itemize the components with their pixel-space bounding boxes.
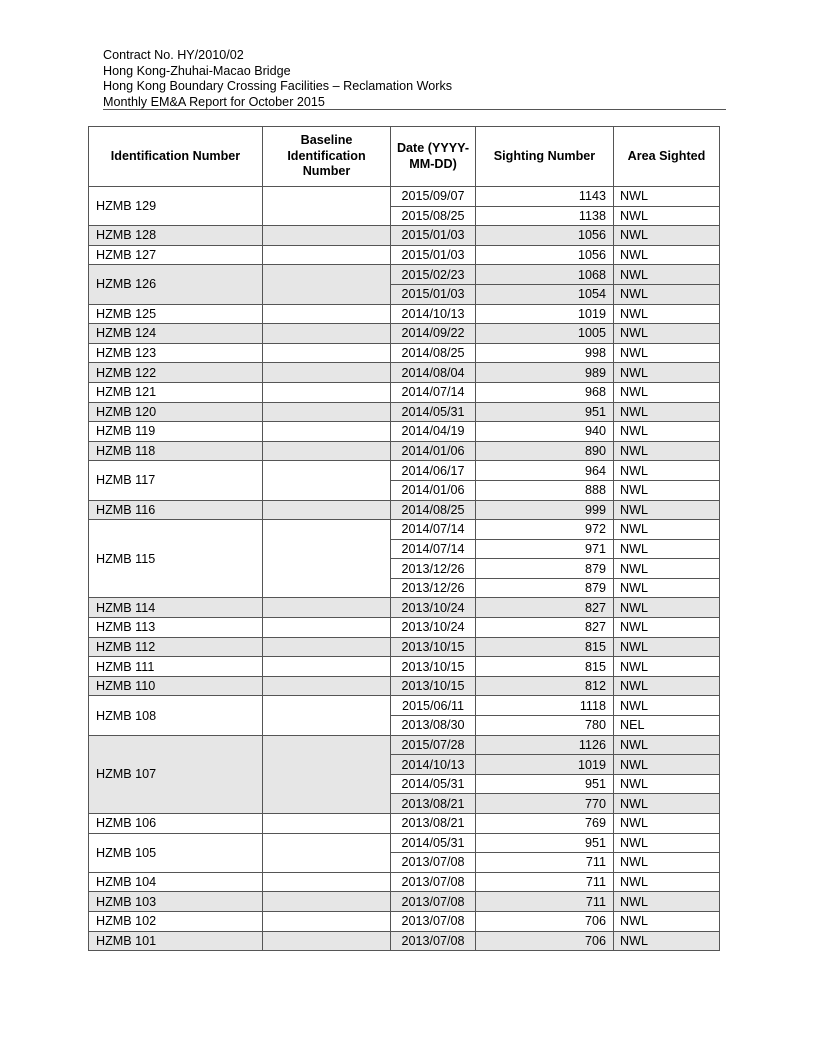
baseline-identification-cell xyxy=(263,402,391,422)
date-cell: 2013/07/08 xyxy=(391,931,476,951)
baseline-identification-cell xyxy=(263,696,391,735)
date-cell: 2013/08/30 xyxy=(391,716,476,736)
sighting-number-cell: 1054 xyxy=(476,284,614,304)
baseline-identification-cell xyxy=(263,343,391,363)
table-row xyxy=(89,598,720,618)
identification-number-cell: HZMB 118 xyxy=(89,441,263,461)
date-cell: 2014/10/13 xyxy=(391,755,476,775)
area-sighted-cell: NWL xyxy=(614,343,720,363)
identification-number-cell: HZMB 106 xyxy=(89,814,263,834)
table-row xyxy=(89,657,720,677)
sighting-number-cell: 1126 xyxy=(476,735,614,755)
table-row xyxy=(89,931,720,951)
area-sighted-cell: NWL xyxy=(614,657,720,677)
table-row xyxy=(89,911,720,931)
date-cell: 2014/01/06 xyxy=(391,441,476,461)
identification-number-cell: HZMB 102 xyxy=(89,911,263,931)
identification-number-cell: HZMB 103 xyxy=(89,892,263,912)
sighting-number-cell: 1019 xyxy=(476,755,614,775)
baseline-identification-cell xyxy=(263,324,391,344)
area-sighted-cell: NWL xyxy=(614,187,720,207)
identification-number-cell: HZMB 104 xyxy=(89,872,263,892)
column-header-area-sighted: Area Sighted xyxy=(614,127,720,187)
date-cell: 2013/10/24 xyxy=(391,618,476,638)
baseline-identification-cell xyxy=(263,618,391,638)
baseline-identification-cell xyxy=(263,676,391,696)
area-sighted-cell: NWL xyxy=(614,382,720,402)
baseline-identification-cell xyxy=(263,657,391,677)
sighting-number-cell: 780 xyxy=(476,716,614,736)
area-sighted-cell: NWL xyxy=(614,833,720,853)
area-sighted-cell: NWL xyxy=(614,422,720,442)
date-cell: 2014/05/31 xyxy=(391,833,476,853)
table-row xyxy=(89,441,720,461)
sighting-number-cell: 999 xyxy=(476,500,614,520)
area-sighted-cell: NWL xyxy=(614,676,720,696)
page-header xyxy=(103,48,725,110)
sighting-number-cell: 815 xyxy=(476,657,614,677)
area-sighted-cell: NWL xyxy=(614,774,720,794)
header-row xyxy=(89,127,720,187)
area-sighted-cell: NWL xyxy=(614,245,720,265)
column-header-baseline-identification-number: Baseline Identification Number xyxy=(263,127,391,187)
baseline-identification-cell xyxy=(263,598,391,618)
baseline-identification-cell xyxy=(263,382,391,402)
date-cell: 2015/07/28 xyxy=(391,735,476,755)
table-row xyxy=(89,324,720,344)
date-cell: 2014/05/31 xyxy=(391,402,476,422)
identification-number-cell: HZMB 128 xyxy=(89,226,263,246)
table-row xyxy=(89,833,720,853)
baseline-identification-cell xyxy=(263,441,391,461)
date-cell: 2014/08/25 xyxy=(391,500,476,520)
table-row xyxy=(89,422,720,442)
date-cell: 2013/10/15 xyxy=(391,657,476,677)
baseline-identification-cell xyxy=(263,833,391,872)
sighting-number-cell: 1118 xyxy=(476,696,614,716)
table-body xyxy=(89,187,720,951)
table-row xyxy=(89,872,720,892)
identification-number-cell: HZMB 121 xyxy=(89,382,263,402)
table-row xyxy=(89,696,720,716)
sighting-number-cell: 1056 xyxy=(476,245,614,265)
area-sighted-cell: NWL xyxy=(614,206,720,226)
identification-number-cell: HZMB 125 xyxy=(89,304,263,324)
area-sighted-cell: NWL xyxy=(614,284,720,304)
area-sighted-cell: NWL xyxy=(614,696,720,716)
date-cell: 2015/01/03 xyxy=(391,284,476,304)
identification-number-cell: HZMB 113 xyxy=(89,618,263,638)
header-project-line: Hong Kong-Zhuhai-Macao Bridge xyxy=(103,63,291,78)
sighting-number-cell: 951 xyxy=(476,402,614,422)
area-sighted-cell: NWL xyxy=(614,735,720,755)
area-sighted-cell: NWL xyxy=(614,892,720,912)
area-sighted-cell: NWL xyxy=(614,363,720,383)
table-row xyxy=(89,187,720,207)
baseline-identification-cell xyxy=(263,422,391,442)
date-cell: 2015/02/23 xyxy=(391,265,476,285)
baseline-identification-cell xyxy=(263,245,391,265)
sighting-number-cell: 940 xyxy=(476,422,614,442)
identification-number-cell: HZMB 111 xyxy=(89,657,263,677)
identification-number-cell: HZMB 129 xyxy=(89,187,263,226)
date-cell: 2015/09/07 xyxy=(391,187,476,207)
table-row xyxy=(89,520,720,540)
sighting-number-cell: 964 xyxy=(476,461,614,481)
baseline-identification-cell xyxy=(263,500,391,520)
baseline-identification-cell xyxy=(263,187,391,226)
sighting-number-cell: 951 xyxy=(476,774,614,794)
table-row xyxy=(89,637,720,657)
date-cell: 2013/07/08 xyxy=(391,892,476,912)
date-cell: 2013/12/26 xyxy=(391,578,476,598)
baseline-identification-cell xyxy=(263,872,391,892)
area-sighted-cell: NWL xyxy=(614,872,720,892)
baseline-identification-cell xyxy=(263,892,391,912)
date-cell: 2014/10/13 xyxy=(391,304,476,324)
header-works-line: Hong Kong Boundary Crossing Facilities – Reclamation Works xyxy=(103,79,453,94)
header-contract-line: Contract No. HY/2010/02 xyxy=(103,48,244,62)
area-sighted-cell: NWL xyxy=(614,559,720,579)
date-cell: 2013/07/08 xyxy=(391,872,476,892)
table-row xyxy=(89,500,720,520)
date-cell: 2014/07/14 xyxy=(391,539,476,559)
area-sighted-cell: NWL xyxy=(614,520,720,540)
area-sighted-cell: NWL xyxy=(614,226,720,246)
sighting-number-cell: 879 xyxy=(476,559,614,579)
date-cell: 2013/12/26 xyxy=(391,559,476,579)
sighting-number-cell: 711 xyxy=(476,853,614,873)
table-row xyxy=(89,343,720,363)
date-cell: 2014/07/14 xyxy=(391,382,476,402)
date-cell: 2014/01/06 xyxy=(391,480,476,500)
table-row xyxy=(89,382,720,402)
identification-number-cell: HZMB 112 xyxy=(89,637,263,657)
sighting-number-cell: 1138 xyxy=(476,206,614,226)
identification-number-cell: HZMB 126 xyxy=(89,265,263,304)
sighting-number-cell: 888 xyxy=(476,480,614,500)
header-report-line: Monthly EM&A Report for October 2015 xyxy=(103,94,325,109)
baseline-identification-cell xyxy=(263,363,391,383)
area-sighted-cell: NWL xyxy=(614,480,720,500)
date-cell: 2014/04/19 xyxy=(391,422,476,442)
sighting-number-cell: 711 xyxy=(476,872,614,892)
identification-number-cell: HZMB 114 xyxy=(89,598,263,618)
area-sighted-cell: NWL xyxy=(614,265,720,285)
date-cell: 2014/08/04 xyxy=(391,363,476,383)
sighting-number-cell: 711 xyxy=(476,892,614,912)
area-sighted-cell: NEL xyxy=(614,716,720,736)
table-row xyxy=(89,735,720,755)
baseline-identification-cell xyxy=(263,265,391,304)
sighting-number-cell: 972 xyxy=(476,520,614,540)
table-row xyxy=(89,814,720,834)
sighting-number-cell: 812 xyxy=(476,676,614,696)
identification-number-cell: HZMB 122 xyxy=(89,363,263,383)
date-cell: 2014/05/31 xyxy=(391,774,476,794)
area-sighted-cell: NWL xyxy=(614,441,720,461)
date-cell: 2014/06/17 xyxy=(391,461,476,481)
table-row xyxy=(89,461,720,481)
date-cell: 2014/09/22 xyxy=(391,324,476,344)
baseline-identification-cell xyxy=(263,814,391,834)
area-sighted-cell: NWL xyxy=(614,755,720,775)
sighting-number-cell: 1143 xyxy=(476,187,614,207)
sighting-number-cell: 770 xyxy=(476,794,614,814)
identification-number-cell: HZMB 123 xyxy=(89,343,263,363)
sighting-number-cell: 968 xyxy=(476,382,614,402)
sighting-number-cell: 1056 xyxy=(476,226,614,246)
identification-number-cell: HZMB 108 xyxy=(89,696,263,735)
sighting-number-cell: 890 xyxy=(476,441,614,461)
date-cell: 2014/08/25 xyxy=(391,343,476,363)
sighting-records-table xyxy=(88,126,720,951)
table-row xyxy=(89,892,720,912)
sighting-number-cell: 815 xyxy=(476,637,614,657)
sighting-number-cell: 827 xyxy=(476,618,614,638)
date-cell: 2015/08/25 xyxy=(391,206,476,226)
baseline-identification-cell xyxy=(263,461,391,500)
baseline-identification-cell xyxy=(263,304,391,324)
baseline-identification-cell xyxy=(263,520,391,598)
sighting-number-cell: 989 xyxy=(476,363,614,383)
identification-number-cell: HZMB 115 xyxy=(89,520,263,598)
column-header-identification-number: Identification Number xyxy=(89,127,263,187)
date-cell: 2013/10/15 xyxy=(391,637,476,657)
sighting-number-cell: 769 xyxy=(476,814,614,834)
sighting-number-cell: 879 xyxy=(476,578,614,598)
table-row xyxy=(89,676,720,696)
table-row xyxy=(89,402,720,422)
area-sighted-cell: NWL xyxy=(614,461,720,481)
table-row xyxy=(89,363,720,383)
identification-number-cell: HZMB 107 xyxy=(89,735,263,813)
table-row xyxy=(89,618,720,638)
date-cell: 2015/06/11 xyxy=(391,696,476,716)
area-sighted-cell: NWL xyxy=(614,637,720,657)
date-cell: 2013/07/08 xyxy=(391,911,476,931)
area-sighted-cell: NWL xyxy=(614,598,720,618)
baseline-identification-cell xyxy=(263,637,391,657)
column-header-date: Date (YYYY-MM-DD) xyxy=(391,127,476,187)
sighting-number-cell: 971 xyxy=(476,539,614,559)
date-cell: 2015/01/03 xyxy=(391,245,476,265)
sighting-number-cell: 998 xyxy=(476,343,614,363)
identification-number-cell: HZMB 127 xyxy=(89,245,263,265)
identification-number-cell: HZMB 101 xyxy=(89,931,263,951)
identification-number-cell: HZMB 117 xyxy=(89,461,263,500)
sighting-number-cell: 951 xyxy=(476,833,614,853)
table-header xyxy=(89,127,720,187)
baseline-identification-cell xyxy=(263,931,391,951)
identification-number-cell: HZMB 119 xyxy=(89,422,263,442)
sighting-number-cell: 827 xyxy=(476,598,614,618)
area-sighted-cell: NWL xyxy=(614,578,720,598)
area-sighted-cell: NWL xyxy=(614,539,720,559)
sighting-number-cell: 1005 xyxy=(476,324,614,344)
date-cell: 2013/08/21 xyxy=(391,794,476,814)
area-sighted-cell: NWL xyxy=(614,402,720,422)
table-row xyxy=(89,265,720,285)
baseline-identification-cell xyxy=(263,226,391,246)
area-sighted-cell: NWL xyxy=(614,500,720,520)
sighting-number-cell: 1019 xyxy=(476,304,614,324)
area-sighted-cell: NWL xyxy=(614,304,720,324)
area-sighted-cell: NWL xyxy=(614,814,720,834)
date-cell: 2013/10/15 xyxy=(391,676,476,696)
identification-number-cell: HZMB 110 xyxy=(89,676,263,696)
sighting-number-cell: 706 xyxy=(476,911,614,931)
date-cell: 2013/10/24 xyxy=(391,598,476,618)
area-sighted-cell: NWL xyxy=(614,911,720,931)
sighting-number-cell: 1068 xyxy=(476,265,614,285)
date-cell: 2014/07/14 xyxy=(391,520,476,540)
date-cell: 2015/01/03 xyxy=(391,226,476,246)
table-row xyxy=(89,245,720,265)
identification-number-cell: HZMB 105 xyxy=(89,833,263,872)
identification-number-cell: HZMB 116 xyxy=(89,500,263,520)
sighting-number-cell: 706 xyxy=(476,931,614,951)
area-sighted-cell: NWL xyxy=(614,618,720,638)
area-sighted-cell: NWL xyxy=(614,794,720,814)
identification-number-cell: HZMB 120 xyxy=(89,402,263,422)
date-cell: 2013/07/08 xyxy=(391,853,476,873)
column-header-sighting-number: Sighting Number xyxy=(476,127,614,187)
table-row xyxy=(89,304,720,324)
table-row xyxy=(89,226,720,246)
header-divider xyxy=(103,109,726,110)
date-cell: 2013/08/21 xyxy=(391,814,476,834)
identification-number-cell: HZMB 124 xyxy=(89,324,263,344)
area-sighted-cell: NWL xyxy=(614,324,720,344)
baseline-identification-cell xyxy=(263,911,391,931)
area-sighted-cell: NWL xyxy=(614,931,720,951)
baseline-identification-cell xyxy=(263,735,391,813)
area-sighted-cell: NWL xyxy=(614,853,720,873)
